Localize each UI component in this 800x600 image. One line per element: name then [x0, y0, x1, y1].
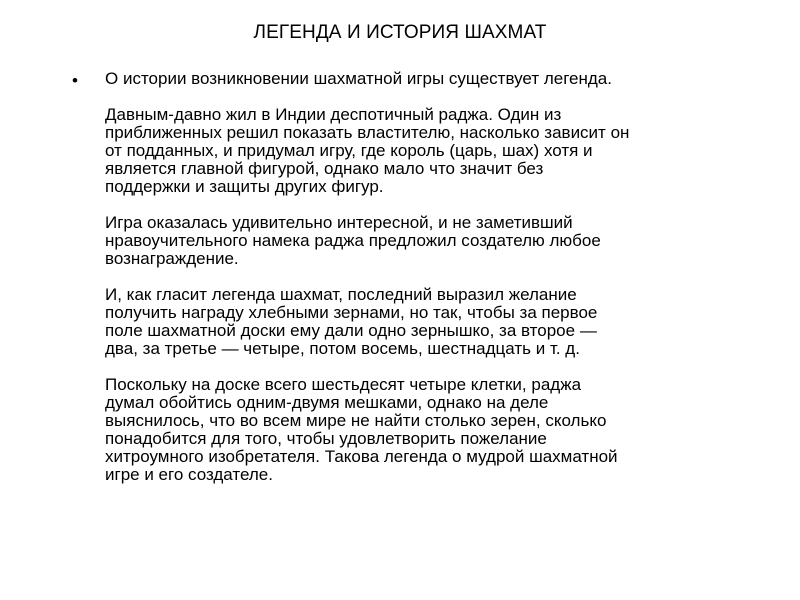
paragraph-reward: Игра оказалась удивительно интересной, и не заметивший нравоучительного намека раджа предложил создателю любое вознаграждение.: [105, 213, 601, 268]
paragraph-raja: Давным-давно жил в Индии деспотичный раджа. Один из приближенных решил показать властителю, насколько зависит он от подданных, и придумал игру, где король (царь, шах) хотя и является главной фигурой, однако мало что значит без поддержки и защиты других фигур.: [105, 105, 630, 196]
slide-title: ЛЕГЕНДА И ИСТОРИЯ ШАХМАТ: [253, 22, 547, 43]
paragraph-conclusion: Поскольку на доске всего шестьдесят четыре клетки, раджа думал обойтись одним-двумя мешками, однако на деле выяснилось, что во всем мире не найти столько зерен, сколько понадобится для того, чтобы удовлетворить пожелание хитроумного изобретателя. Такова легенда о мудрой шахматной игре и его создателе.: [105, 375, 618, 484]
bullet-body: [105, 70, 725, 484]
paragraph-intro: О истории возникновении шахматной игры существует легенда.: [105, 69, 612, 88]
paragraph-grains: И, как гласит легенда шахмат, последний выразил желание получить награду хлебными зернами, но так, чтобы за первое поле шахматной доски ему дали одно зернышко, за второе — два, за третье — четыре, потом восемь, шестнадцать и т. д.: [105, 285, 598, 358]
bullet-marker: •: [72, 71, 78, 90]
